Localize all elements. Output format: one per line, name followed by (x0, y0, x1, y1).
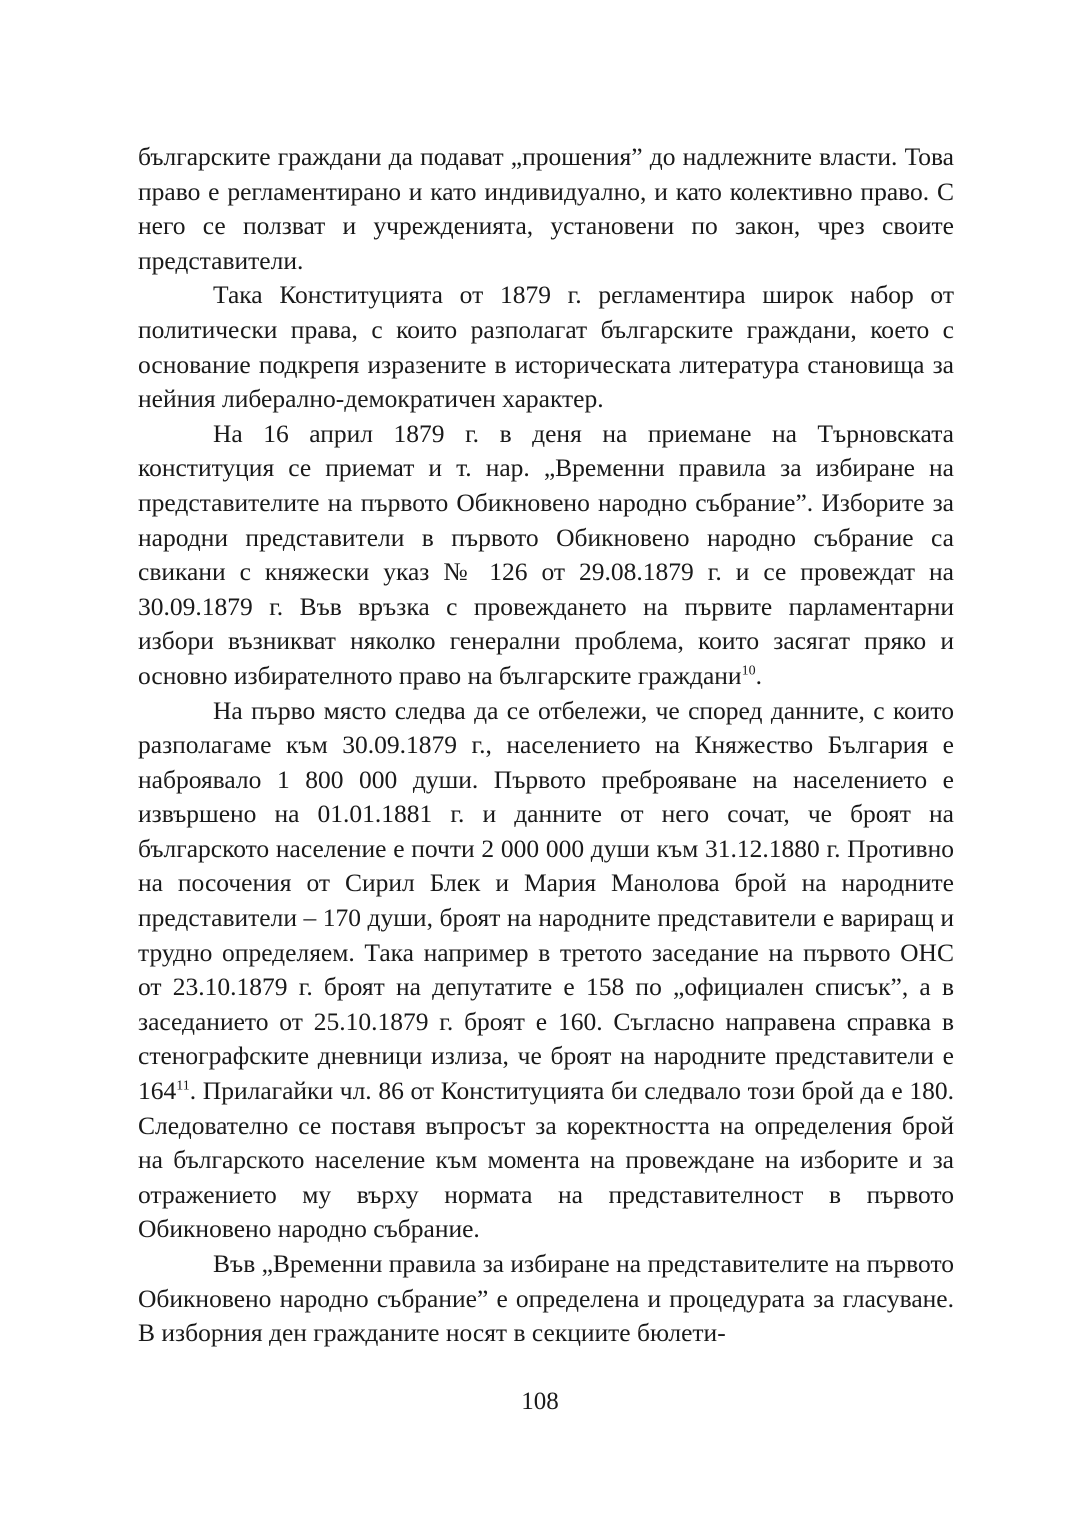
paragraph-4 (138, 694, 954, 1248)
footnote-ref-10: 10 (741, 663, 756, 679)
page-number: 108 (521, 1388, 559, 1415)
paragraph-1 (138, 140, 954, 278)
paragraph-3-end: . (755, 660, 762, 690)
paragraph-2-text: Така Конституцията от 1879 г. регламентира широк набор от политически права, с които разполагат българските граждани, което с основание подкрепя изразените в историческата литература становища за нейния либерално-демократичен характер. (138, 280, 954, 414)
paragraph-5-text: Във „Временни правила за избиране на представителите на първото Обикновено народно събрание” е определена и процедурата за гласуване. В изборния ден гражданите носят в секциите бюлети- (138, 1249, 955, 1348)
paragraph-5 (138, 1247, 954, 1351)
page-body (138, 140, 954, 1351)
paragraph-2 (138, 278, 954, 416)
paragraph-3-text: На 16 април 1879 г. в деня на приемане на Търновската конституция се приемат и т. нар. „Временни правила за избиране на представителите на първото Обикновено народно събрание”. Изборите за народни представители в първото Обикновено народно събрание са свикани с княжески указ № 126 от 29.08.1879 г. и се провеждат на 30.09.1879 г. Във връзка с провеждането на първите парламентарни избори възникват няколко генерални проблема, които засягат пряко и основно избирателното право на българските граждани (138, 418, 954, 690)
paragraph-4-text: На първо място следва да се отбележи, че според данните, с които разполагаме към 30.09.1879 г., населението на Княжество България е наброявало 1 800 000 души. Първото преброяване на населението е извършено на 01.01.1881 г. и данните от него сочат, че броят на българското население е почти 2 000 000 души към 31.12.1880 г. Противно на посочения от Сирил Блек и Мария Манолова брой на народните представители – 170 души, броят на народните представители е вариращ и трудно определяем. Така например в третото заседание на първото ОНС от 23.10.1879 г. броят на депутатите е 158 по „официален списък”, а в заседанието от 25.10.1879 г. броят е 160. Съгласно направена справка в стенографските дневници излиза, че броят на народните представители е 164 (138, 695, 954, 1106)
paragraph-1-text: българските граждани да подават „прошения” до надлежните власти. Това право е регламентирано и като индивидуално, и като колективно право. С него се ползват и учрежденията, установени по закон, чрез своите представители. (138, 142, 954, 275)
footnote-ref-11: 11 (176, 1078, 190, 1094)
paragraph-4-continuation: . Прилагайки чл. 86 от Конституцията би следвало този брой да е 180. Следователно се поставя въпросът за коректността на определения брой на българското население към момента на провеждане на изборите и за отражението му върху нормата на представителност в първото Обикновено народно събрание. (138, 1076, 954, 1244)
paragraph-3 (138, 417, 954, 694)
